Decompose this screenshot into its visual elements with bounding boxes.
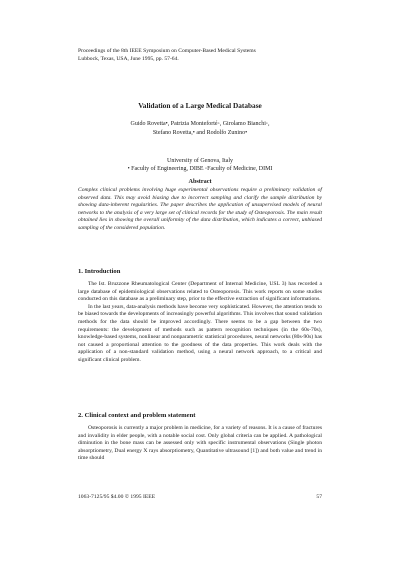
affiliations (80, 157, 320, 173)
abstract-text: Complex clinical problems involving huge experimental observations require a preliminary validation of observed data. This may avoid biasing due to incorrect sampling and clarify the sample distribution by showing data-inherent regularities. The paper describes the application of unsupervised models of neural networks to the analysis of a very large set of clinical records for the study of Osteoporosis. The main result obtained lies in showing the overall uniformity of the data distribution, which indicates a correct, unbiased sampling of the considered population. (78, 187, 322, 231)
proceedings-line-2: Lubbock, Texas, USA, June 1995, pp. 57-64. (78, 56, 179, 62)
proceedings-line-1: Proceedings of the 8th IEEE Symposium on Computer-Based Medical Systems (78, 48, 256, 54)
introduction-paragraph-1: The Ist. Bruzzone Rheumatological Center (Department of Internal Medicine, USL 3) has recorded a large database of epidemiological observations related to Osteoporosis. This work reports on some studies conducted on this database as a preliminary step, prior to the effective extraction of significant informations. (78, 281, 322, 303)
introduction-body (78, 281, 322, 365)
copyright-footer: 1063-7125/95 $4.00 © 1995 IEEE (78, 494, 156, 500)
page-number: 57 (316, 494, 322, 500)
section-heading-introduction: 1. Introduction (78, 268, 121, 275)
proceedings-header (78, 47, 378, 63)
paper-title: Validation of a Large Medical Database (138, 101, 262, 110)
author-list (80, 120, 320, 138)
section-heading-clinical-context: 2. Clinical context and problem statement (78, 412, 196, 419)
clinical-context-body (78, 425, 322, 463)
university-name: University of Genova, Italy (167, 158, 233, 164)
abstract-heading: Abstract (188, 178, 212, 185)
introduction-paragraph-2: In the last years, data-analysis methods have become very sophisticated. However, the attention tends to be biased towards the developments of increasingly powerful algorithms. This involves that sound validation methods for the data should be improved accordingly. There seems to be a gap between the two requirements: the development of methods such as pattern recognition techniques (in the 60s-70s), knowledge-based systems, nonlinear and nonparametric statistical procedures, neural networks (80s-90s) has not caused a proportional attention to the goodness of the data properties. This work deals with the application of a non-standard validation method, using a neural network approach, to a critical and significant clinical problem. (78, 303, 322, 363)
authors-line-2: Stefano Rovetta,• and Rodolfo Zunino• (152, 130, 248, 136)
authors-line-1: Guido Rovetta•, Patrizia Monteforté◦, Girolamo Bianchi◦, (130, 121, 270, 127)
faculty-list: • Faculty of Engineering, DIBE ◦Faculty of Medicine, DIMI (127, 166, 273, 172)
clinical-context-paragraph-1: Osteoporosis is currently a major problem in medicine, for a variety of reasons. It is a cause of fractures and invalidity in elder people, with a notable social cost. Only global criteria can be applied. A pathological diminution in the bone mass can be assessed only with specific instrumental observations (Single photon absorptiometry, Dual energy X rays absorptiometry, Quantitative ultrasound [1]) and both value and trend in time should (78, 425, 322, 462)
